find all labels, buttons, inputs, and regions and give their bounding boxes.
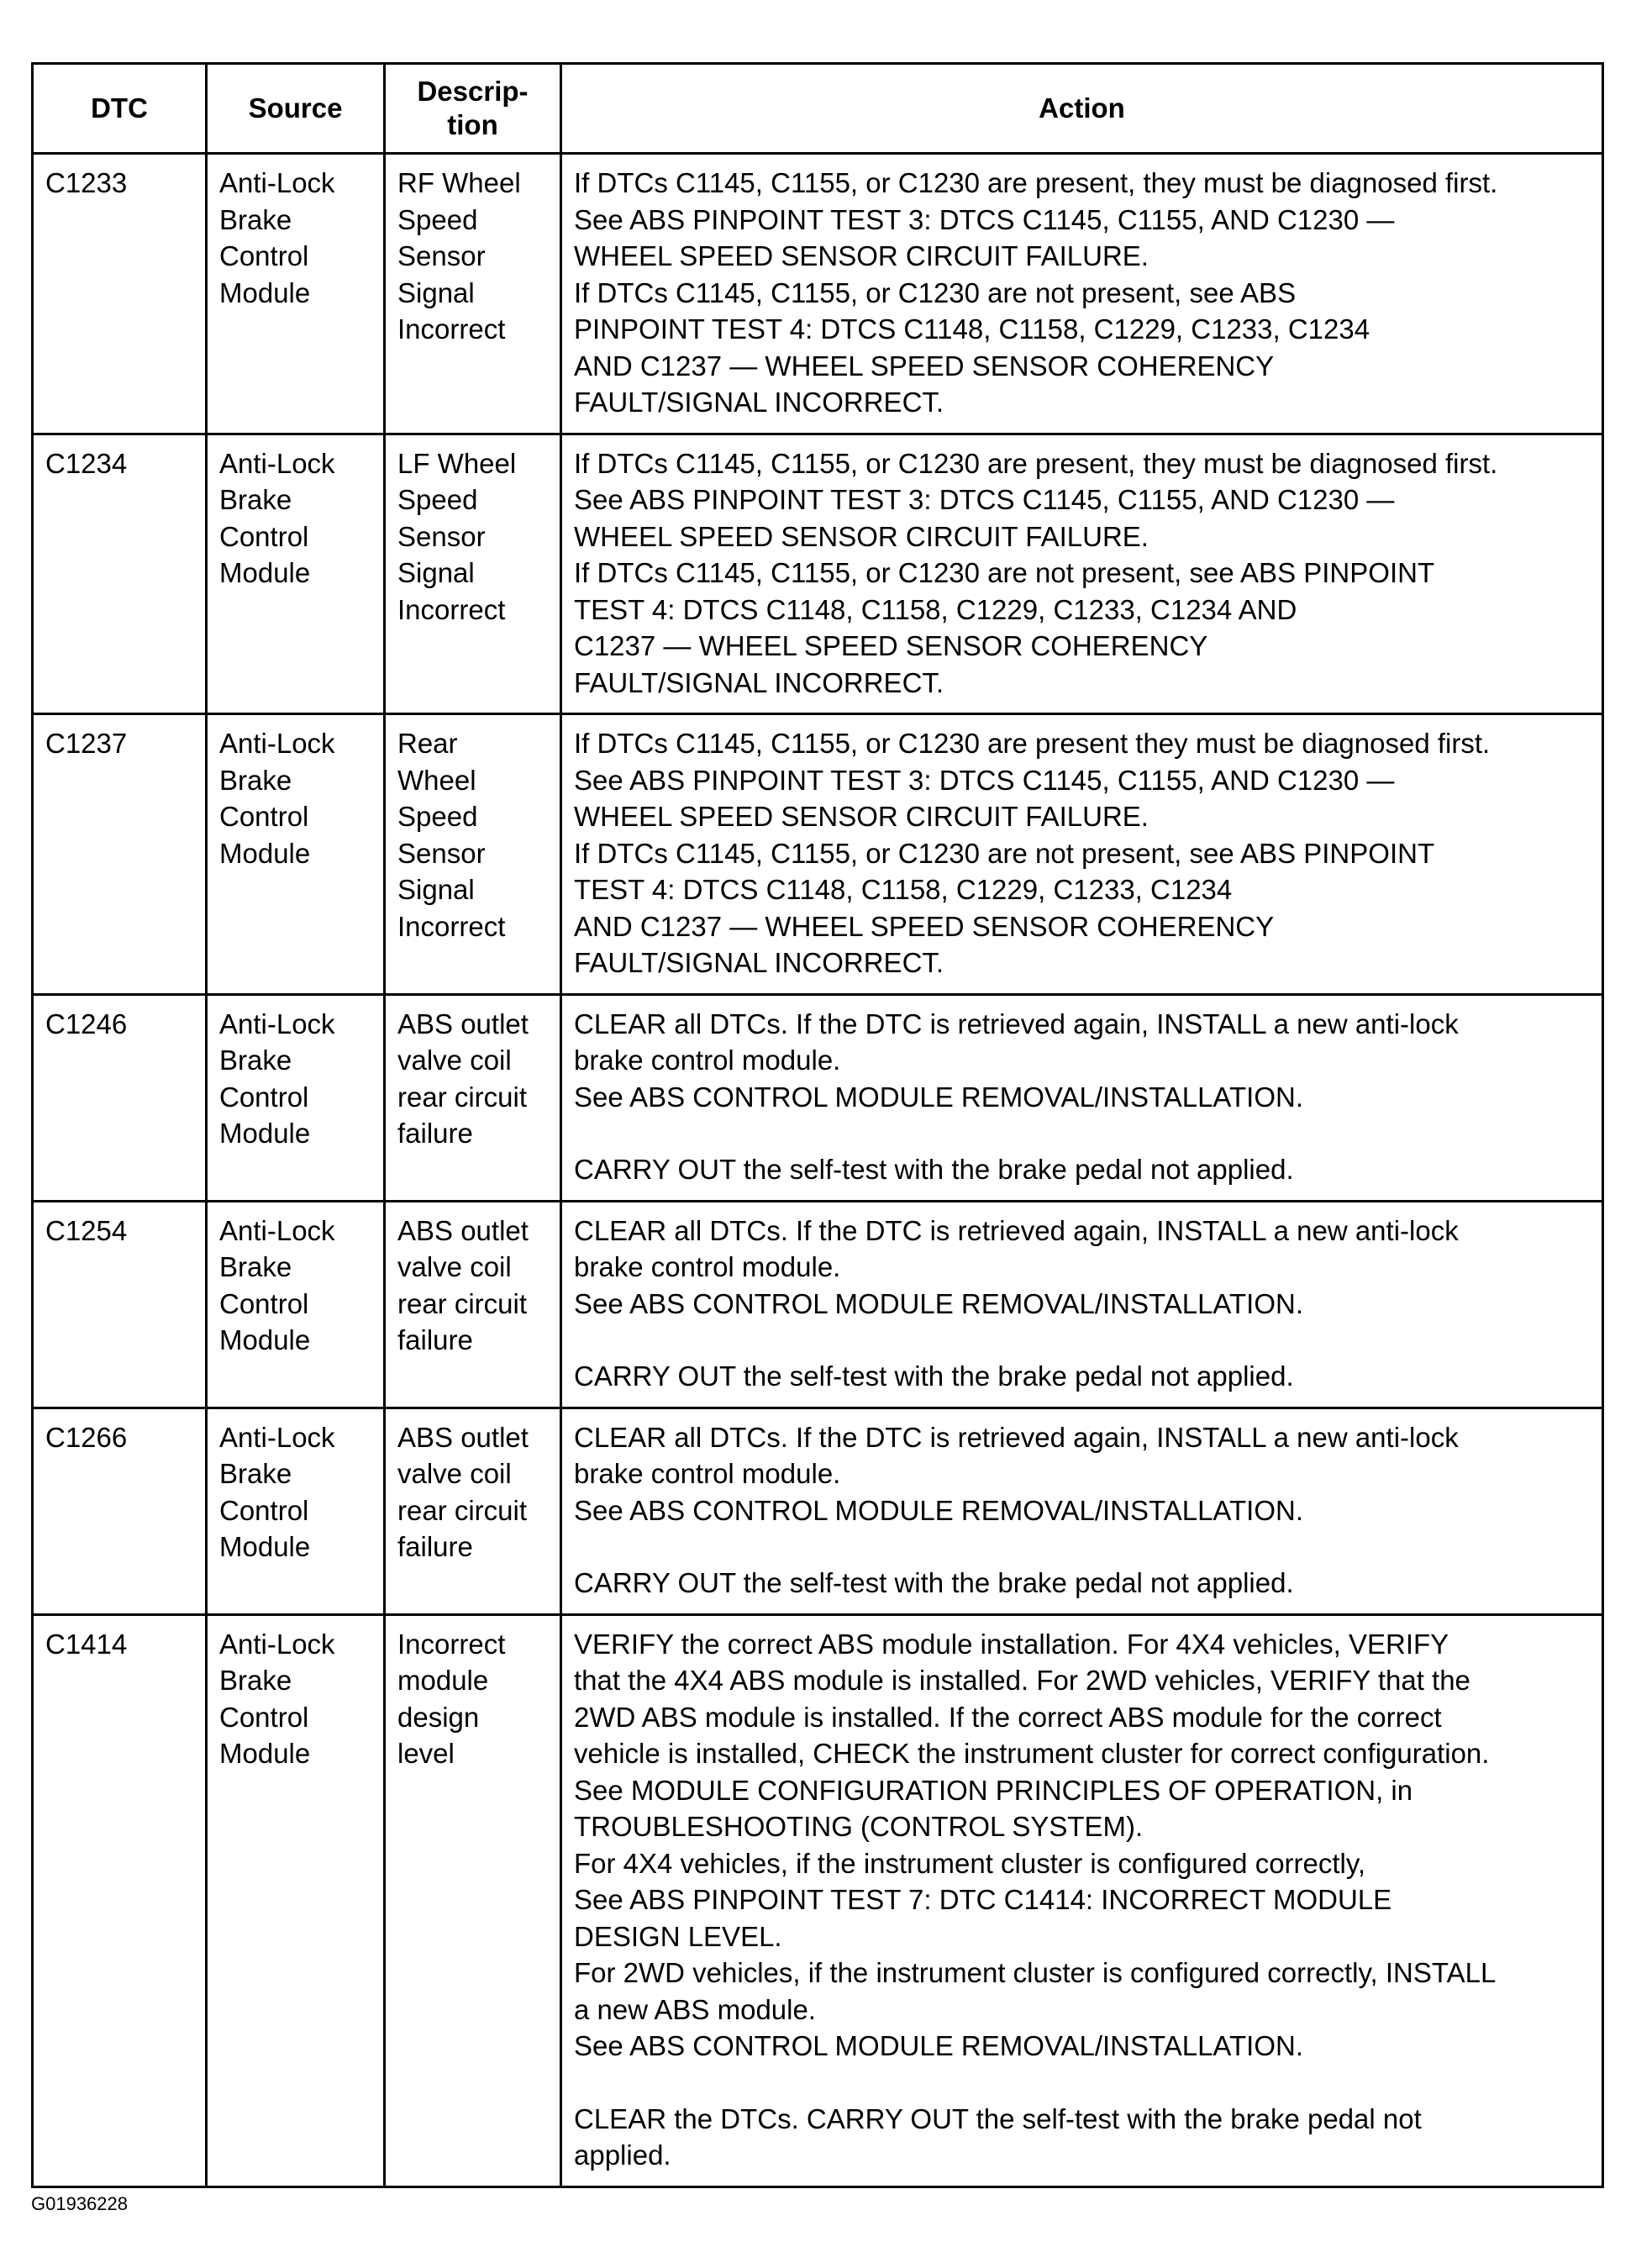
- description-cell: Rear Wheel Speed Sensor Signal Incorrect: [385, 714, 561, 995]
- table-row: [33, 1614, 1603, 2186]
- table-body: [33, 154, 1603, 2187]
- description-cell: RF Wheel Speed Sensor Signal Incorrect: [385, 154, 561, 434]
- description-cell: Incorrect module design level: [385, 1614, 561, 2186]
- action-paragraph: If DTCs C1145, C1155, or C1230 are present, they must be diagnosed first. See ABS PINPOINT TEST 3: DTCS C1145, C1155, AND C1230 — WHEEL SPEED SENSOR CIRCUIT FAILURE. If DTCs C1145, C1155, or C1230 are not present, see ABS PINPOINT TEST 4: DTCS C1148, C1158, C1229, C1233, C1234 AND C1237 — WHEEL SPEED SENSOR COHERENCY FAULT/SIGNAL INCORRECT.: [574, 167, 1498, 418]
- source-cell: Anti-Lock Brake Control Module: [207, 1614, 385, 2186]
- table-row: [33, 434, 1603, 714]
- table-row: [33, 994, 1603, 1201]
- table-row: [33, 714, 1603, 995]
- action-paragraph: VERIFY the correct ABS module installation. For 4X4 vehicles, VERIFY that the 4X4 ABS module is installed. For 2WD vehicles, VERIFY that the 2WD ABS module is installed. If the correct ABS module for the correct vehicle is installed, CHECK the instrument cluster for correct configuration. See MODULE CONFIGURATION PRINCIPLES OF OPERATION, in TROUBLESHOOTING (CONTROL SYSTEM). For 4X4 vehicles, if the instrument cluster is configured correctly, See ABS PINPOINT TEST 7: DTC C1414: INCORRECT MODULE DESIGN LEVEL. For 2WD vehicles, if the instrument cluster is configured correctly, INSTALL a new ABS module. See ABS CONTROL MODULE REMOVAL/INSTALLATION.: [574, 1628, 1497, 2061]
- source-cell: Anti-Lock Brake Control Module: [207, 1408, 385, 1614]
- header-source: Source: [207, 64, 385, 154]
- table-row: [33, 154, 1603, 434]
- paragraph-spacer: [574, 1529, 1590, 1565]
- description-cell: ABS outlet valve coil rear circuit failure: [385, 1408, 561, 1614]
- action-paragraph: CARRY OUT the self-test with the brake pedal not applied.: [574, 1567, 1294, 1598]
- dtc-table: [31, 62, 1604, 2188]
- description-cell: ABS outlet valve coil rear circuit failure: [385, 1201, 561, 1408]
- dtc-code-cell: C1266: [33, 1408, 207, 1614]
- table-header-row: [33, 64, 1603, 154]
- source-cell: Anti-Lock Brake Control Module: [207, 1201, 385, 1408]
- source-cell: Anti-Lock Brake Control Module: [207, 714, 385, 995]
- paragraph-spacer: [574, 1115, 1590, 1151]
- dtc-code-cell: C1237: [33, 714, 207, 995]
- action-paragraph: CARRY OUT the self-test with the brake pedal not applied.: [574, 1360, 1294, 1392]
- action-paragraph: CLEAR all DTCs. If the DTC is retrieved again, INSTALL a new anti-lock brake control module. See ABS CONTROL MODULE REMOVAL/INSTALLATION.: [574, 1214, 1459, 1319]
- action-paragraph: If DTCs C1145, C1155, or C1230 are present they must be diagnosed first. See ABS PINPOINT TEST 3: DTCS C1145, C1155, AND C1230 — WHEEL SPEED SENSOR CIRCUIT FAILURE. If DTCs C1145, C1155, or C1230 are not present, see ABS PINPOINT TEST 4: DTCS C1148, C1158, C1229, C1233, C1234 AND C1237 — WHEEL SPEED SENSOR COHERENCY FAULT/SIGNAL INCORRECT.: [574, 728, 1491, 978]
- action-cell: [561, 1408, 1603, 1614]
- figure-id: G01936228: [31, 2193, 128, 2214]
- dtc-code-cell: C1246: [33, 994, 207, 1201]
- dtc-code-cell: C1254: [33, 1201, 207, 1408]
- action-cell: [561, 994, 1603, 1201]
- action-cell: [561, 1614, 1603, 2186]
- action-paragraph: If DTCs C1145, C1155, or C1230 are present, they must be diagnosed first. See ABS PINPOINT TEST 3: DTCS C1145, C1155, AND C1230 — WHEEL SPEED SENSOR CIRCUIT FAILURE. If DTCs C1145, C1155, or C1230 are not present, see ABS PINPOINT TEST 4: DTCS C1148, C1158, C1229, C1233, C1234 AND C1237 — WHEEL SPEED SENSOR COHERENCY FAULT/SIGNAL INCORRECT.: [574, 447, 1498, 698]
- source-cell: Anti-Lock Brake Control Module: [207, 434, 385, 714]
- header-action: Action: [561, 64, 1603, 154]
- action-cell: [561, 1201, 1603, 1408]
- source-cell: Anti-Lock Brake Control Module: [207, 154, 385, 434]
- action-cell: [561, 714, 1603, 995]
- dtc-code-cell: C1233: [33, 154, 207, 434]
- action-paragraph: CLEAR all DTCs. If the DTC is retrieved again, INSTALL a new anti-lock brake control module. See ABS CONTROL MODULE REMOVAL/INSTALLATION.: [574, 1008, 1459, 1113]
- header-dtc: DTC: [33, 64, 207, 154]
- table-row: [33, 1201, 1603, 1408]
- dtc-code-cell: C1234: [33, 434, 207, 714]
- action-cell: [561, 434, 1603, 714]
- action-paragraph: CLEAR the DTCs. CARRY OUT the self-test with the brake pedal not applied.: [574, 2102, 1422, 2171]
- action-paragraph: CLEAR all DTCs. If the DTC is retrieved again, INSTALL a new anti-lock brake control module. See ABS CONTROL MODULE REMOVAL/INSTALLATION.: [574, 1421, 1459, 1526]
- document-page: [31, 62, 1604, 2188]
- paragraph-spacer: [574, 2065, 1590, 2101]
- paragraph-spacer: [574, 1322, 1590, 1358]
- table-row: [33, 1408, 1603, 1614]
- description-cell: ABS outlet valve coil rear circuit failure: [385, 994, 561, 1201]
- dtc-code-cell: C1414: [33, 1614, 207, 2186]
- action-cell: [561, 154, 1603, 434]
- description-cell: LF Wheel Speed Sensor Signal Incorrect: [385, 434, 561, 714]
- source-cell: Anti-Lock Brake Control Module: [207, 994, 385, 1201]
- header-description: Descrip- tion: [385, 64, 561, 154]
- action-paragraph: CARRY OUT the self-test with the brake pedal not applied.: [574, 1154, 1294, 1185]
